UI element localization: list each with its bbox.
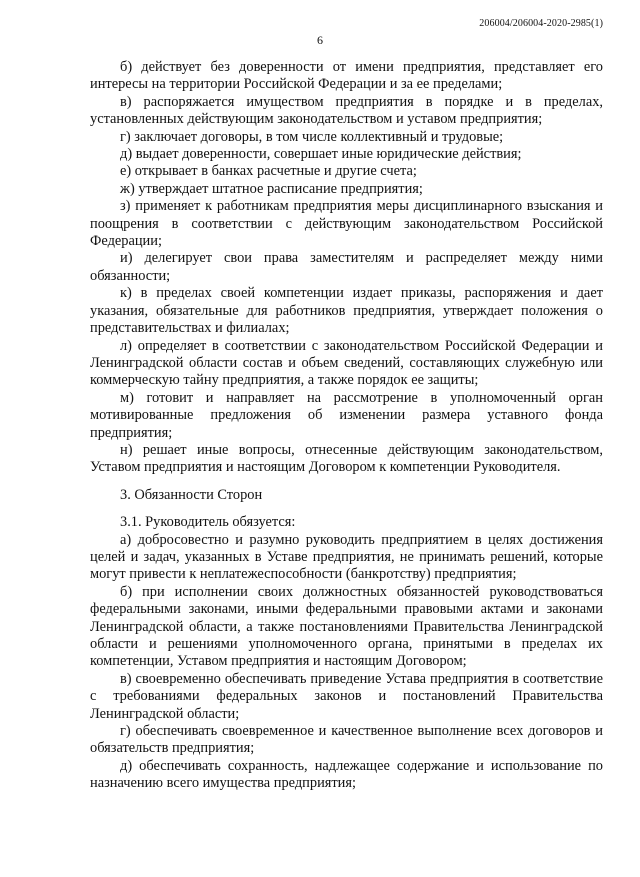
document-body (90, 59, 603, 793)
document-id: 206004/206004-2020-2985(1) (479, 18, 603, 29)
paragraph: ж) утверждает штатное расписание предприятия; (120, 180, 423, 197)
paragraph: е) открывает в банках расчетные и другие счета; (120, 163, 417, 180)
paragraph: д) выдает доверенности, совершает иные юридические действия; (120, 146, 522, 163)
paragraph: з) применяет к работникам предприятия меры дисциплинарного взыскания и поощрения в соответствии с действующим законодательством Российской Федерации; (90, 198, 603, 250)
paragraph: в) своевременно обеспечивать приведение Устава предприятия в соответствие с требованиями федеральных законов и постановлений Правительства Ленинградской области; (90, 670, 603, 722)
paragraph: н) решает иные вопросы, отнесенные действующим законодательством, Уставом предприятия и настоящим Договором к компетенции Руководителя. (90, 441, 603, 476)
paragraph: в) распоряжается имуществом предприятия в порядке и в пределах, установленных действующим законодательством и уставом предприятия; (90, 93, 603, 128)
section-heading: 3. Обязанности Сторон (120, 486, 263, 503)
paragraph: б) действует без доверенности от имени предприятия, представляет его интересы на территории Российской Федерации и за ее пределами; (90, 59, 603, 93)
paragraph: д) обеспечивать сохранность, надлежащее содержание и использование по назначению всего имущества предприятия; (90, 757, 603, 792)
paragraph: г) заключает договоры, в том числе коллективный и трудовые; (120, 128, 504, 145)
paragraph: а) добросовестно и разумно руководить предприятием в целях достижения целей и задач, указанных в Уставе предприятия, не принимать решений, которые могут привести к неплатежеспособности (банкротству) предприятия; (90, 531, 603, 583)
paragraph: б) при исполнении своих должностных обязанностей руководствоваться федеральными законами, иными федеральными правовыми актами и законами Ленинградской области, а также постановлениями Правительства Ленинградской области и решениями уполномоченного органа, принятыми в пределах их компетенции, Уставом предприятия и настоящим Договором; (90, 583, 603, 670)
paragraph: л) определяет в соответствии с законодательством Российской Федерации и Ленинградской области состав и объем сведений, составляющих служебную или коммерческую тайну предприятия, а также порядок ее защиты; (90, 337, 603, 389)
subsection-heading: 3.1. Руководитель обязуется: (120, 514, 296, 531)
paragraph: к) в пределах своей компетенции издает приказы, распоряжения и дает указания, обязательные для работников предприятия, утверждает положения о представительствах и филиалах; (90, 285, 603, 337)
paragraph: и) делегирует свои права заместителям и распределяет между ними обязанности; (90, 250, 603, 284)
page-number: 6 (317, 33, 323, 47)
paragraph: м) готовит и направляет на рассмотрение в уполномоченный орган мотивированные предложения об изменении размера уставного фонда предприятия; (90, 389, 603, 441)
paragraph: г) обеспечивать своевременное и качественное выполнение всех договоров и обязательств предприятия; (90, 723, 603, 757)
